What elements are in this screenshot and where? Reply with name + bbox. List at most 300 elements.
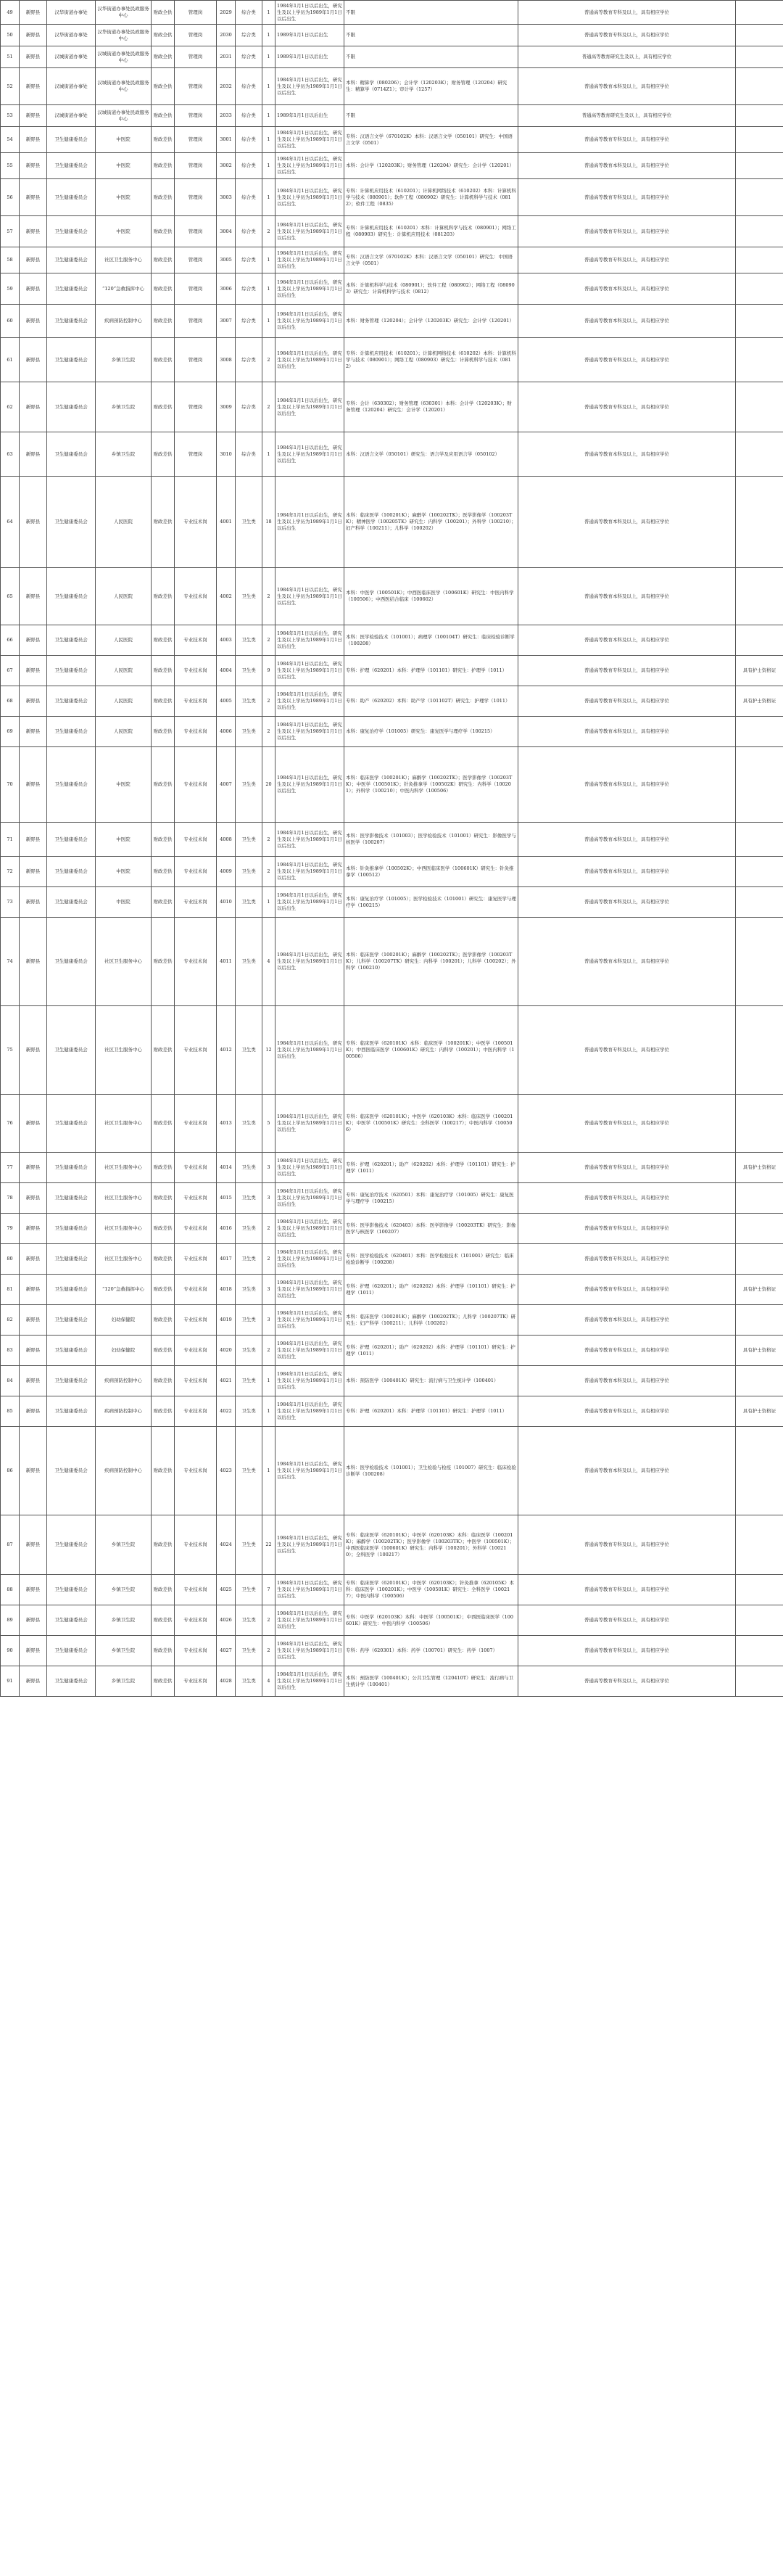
post-code-cell: 3001	[217, 127, 236, 153]
post-code-cell: 4003	[217, 625, 236, 656]
row-index-cell: 88	[1, 1575, 20, 1605]
county-cell: 新野县	[20, 1244, 47, 1275]
other-requirement-cell	[736, 747, 783, 823]
department-cell: 卫生健康委员会	[47, 1095, 96, 1153]
table-row	[1, 625, 783, 656]
department-cell: 卫生健康委员会	[47, 1336, 96, 1366]
post-code-cell: 4005	[217, 686, 236, 717]
education-requirement-cell: 普通高等教育专科及以上，具有相应学位	[518, 127, 736, 153]
exam-category-cell: 卫生类	[236, 857, 262, 887]
funding-type-cell: 财政差供	[152, 153, 175, 179]
post-code-cell: 3009	[217, 382, 236, 432]
major-requirement-cell: 本科：临床医学（100201K）；麻醉学（100202TK）；儿科学（100207TK）研究生：妇产科学（100211）；儿科学（100202）	[344, 1305, 518, 1336]
exam-category-cell: 综合类	[236, 46, 262, 68]
post-code-cell: 4016	[217, 1214, 236, 1244]
age-requirement-cell: 1984年1月1日以后出生，研究生及以上学历为1989年1月1日以后出生	[276, 1575, 344, 1605]
education-requirement-cell: 普通高等教育本科及以上，具有相应学位	[518, 823, 736, 857]
post-code-cell: 4006	[217, 717, 236, 747]
funding-type-cell: 财政差供	[152, 625, 175, 656]
funding-type-cell: 财政差供	[152, 382, 175, 432]
education-requirement-cell: 普通高等教育专科及以上，具有相应学位	[518, 1575, 736, 1605]
table-row	[1, 216, 783, 247]
age-requirement-cell: 1984年1月1日以后出生，研究生及以上学历为1989年1月1日以后出生	[276, 216, 344, 247]
headcount-cell: 1	[262, 1366, 276, 1396]
table-row	[1, 1636, 783, 1666]
headcount-cell: 3	[262, 1153, 276, 1183]
post-type-cell: 专业技术岗	[175, 857, 217, 887]
table-row	[1, 686, 783, 717]
table-row	[1, 338, 783, 382]
department-cell: 卫生健康委员会	[47, 1636, 96, 1666]
headcount-cell: 2	[262, 568, 276, 625]
unit-name-cell: 社区卫生服务中心	[96, 1183, 152, 1214]
department-cell: 卫生健康委员会	[47, 686, 96, 717]
county-cell: 新野县	[20, 179, 47, 216]
county-cell: 新野县	[20, 153, 47, 179]
county-cell: 新野县	[20, 568, 47, 625]
post-code-cell: 4027	[217, 1636, 236, 1666]
age-requirement-cell: 1984年1月1日以后出生，研究生及以上学历为1989年1月1日以后出生	[276, 305, 344, 338]
table-row	[1, 568, 783, 625]
post-code-cell: 3002	[217, 153, 236, 179]
post-code-cell: 3004	[217, 216, 236, 247]
age-requirement-cell: 1984年1月1日以后出生，研究生及以上学历为1989年1月1日以后出生	[276, 1095, 344, 1153]
exam-category-cell: 卫生类	[236, 625, 262, 656]
major-requirement-cell: 不限	[344, 1, 518, 25]
funding-type-cell: 财政差供	[152, 1214, 175, 1244]
row-index-cell: 70	[1, 747, 20, 823]
row-index-cell: 76	[1, 1095, 20, 1153]
row-index-cell: 63	[1, 432, 20, 477]
row-index-cell: 58	[1, 247, 20, 273]
department-cell: 卫生健康委员会	[47, 1575, 96, 1605]
other-requirement-cell	[736, 1666, 783, 1697]
education-requirement-cell: 普通高等教育专科及以上，具有相应学位	[518, 656, 736, 686]
department-cell: 卫生健康委员会	[47, 1396, 96, 1427]
county-cell: 新野县	[20, 857, 47, 887]
row-index-cell: 77	[1, 1153, 20, 1183]
headcount-cell: 3	[262, 1275, 276, 1305]
exam-category-cell: 卫生类	[236, 1275, 262, 1305]
department-cell: 卫生健康委员会	[47, 887, 96, 918]
funding-type-cell: 财政差供	[152, 305, 175, 338]
major-requirement-cell: 专科：计算机应用技术（610201）本科：计算机科学与技术（080901）；网络工程（080903）研究生：计算机应用技术（081203）	[344, 216, 518, 247]
funding-type-cell: 财政差供	[152, 1427, 175, 1515]
unit-name-cell: 人民医院	[96, 717, 152, 747]
exam-category-cell: 综合类	[236, 247, 262, 273]
department-cell: 卫生健康委员会	[47, 216, 96, 247]
unit-name-cell: 汉城街道办事处民政服务中心	[96, 46, 152, 68]
funding-type-cell: 财政差供	[152, 1575, 175, 1605]
department-cell: 卫生健康委员会	[47, 1244, 96, 1275]
county-cell: 新野县	[20, 216, 47, 247]
exam-category-cell: 卫生类	[236, 686, 262, 717]
headcount-cell: 1	[262, 68, 276, 105]
department-cell: 卫生健康委员会	[47, 717, 96, 747]
row-index-cell: 60	[1, 305, 20, 338]
education-requirement-cell: 普通高等教育专科及以上，具有相应学位	[518, 338, 736, 382]
unit-name-cell: 中医院	[96, 857, 152, 887]
post-type-cell: 专业技术岗	[175, 656, 217, 686]
county-cell: 新野县	[20, 1006, 47, 1095]
education-requirement-cell: 普通高等教育专科及以上，具有相应学位	[518, 1153, 736, 1183]
major-requirement-cell: 本科：康复治疗学（101005）；医学检验技术（101001）研究生：康复医学与理疗学（100215）	[344, 887, 518, 918]
education-requirement-cell: 普通高等教育本科及以上，具有相应学位	[518, 477, 736, 568]
other-requirement-cell	[736, 305, 783, 338]
major-requirement-cell: 专科：护理（620201）；助产（620202）本科：护理学（101101）研究生：护理学（1011）	[344, 1336, 518, 1366]
education-requirement-cell: 普通高等教育本科及以上，具有相应学位	[518, 432, 736, 477]
other-requirement-cell	[736, 1, 783, 25]
department-cell: 汉城街道办事处	[47, 105, 96, 127]
funding-type-cell: 财政差供	[152, 1095, 175, 1153]
education-requirement-cell: 普通高等教育专科及以上，具有相应学位	[518, 1214, 736, 1244]
age-requirement-cell: 1984年1月1日以后出生，研究生及以上学历为1989年1月1日以后出生	[276, 338, 344, 382]
other-requirement-cell	[736, 1006, 783, 1095]
department-cell: 卫生健康委员会	[47, 1515, 96, 1575]
post-code-cell: 4020	[217, 1336, 236, 1366]
table-row	[1, 1275, 783, 1305]
row-index-cell: 85	[1, 1396, 20, 1427]
table-row	[1, 127, 783, 153]
major-requirement-cell: 不限	[344, 46, 518, 68]
row-index-cell: 71	[1, 823, 20, 857]
unit-name-cell: 疾病预防控制中心	[96, 1427, 152, 1515]
department-cell: 卫生健康委员会	[47, 338, 96, 382]
exam-category-cell: 综合类	[236, 216, 262, 247]
unit-name-cell: 中医院	[96, 887, 152, 918]
other-requirement-cell: 具有护士资格证	[736, 1275, 783, 1305]
unit-name-cell: 人民医院	[96, 477, 152, 568]
table-row	[1, 382, 783, 432]
funding-type-cell: 财政差供	[152, 338, 175, 382]
county-cell: 新野县	[20, 1214, 47, 1244]
county-cell: 新野县	[20, 25, 47, 46]
exam-category-cell: 卫生类	[236, 918, 262, 1006]
post-type-cell: 专业技术岗	[175, 1006, 217, 1095]
table-row	[1, 1575, 783, 1605]
county-cell: 新野县	[20, 432, 47, 477]
major-requirement-cell: 专科：汉语言文学（670102K）本科：汉语言文学（050101）研究生：中国语言文学（0501）	[344, 127, 518, 153]
department-cell: 卫生健康委员会	[47, 568, 96, 625]
funding-type-cell: 财政差供	[152, 216, 175, 247]
headcount-cell: 7	[262, 1575, 276, 1605]
age-requirement-cell: 1984年1月1日以后出生，研究生及以上学历为1989年1月1日以后出生	[276, 1605, 344, 1636]
funding-type-cell: 财政差供	[152, 656, 175, 686]
age-requirement-cell: 1984年1月1日以后出生，研究生及以上学历为1989年1月1日以后出生	[276, 247, 344, 273]
unit-name-cell: 疾病预防控制中心	[96, 1396, 152, 1427]
post-type-cell: 专业技术岗	[175, 568, 217, 625]
headcount-cell: 12	[262, 1006, 276, 1095]
other-requirement-cell	[736, 823, 783, 857]
headcount-cell: 2	[262, 1605, 276, 1636]
department-cell: 卫生健康委员会	[47, 625, 96, 656]
exam-category-cell: 综合类	[236, 273, 262, 305]
post-code-cell: 4008	[217, 823, 236, 857]
post-type-cell: 专业技术岗	[175, 1636, 217, 1666]
post-type-cell: 专业技术岗	[175, 918, 217, 1006]
funding-type-cell: 财政差供	[152, 1336, 175, 1366]
age-requirement-cell: 1984年1月1日以后出生，研究生及以上学历为1989年1月1日以后出生	[276, 477, 344, 568]
other-requirement-cell	[736, 887, 783, 918]
county-cell: 新野县	[20, 305, 47, 338]
major-requirement-cell: 专科：临床医学（620101K）；中医学（620103K）本科：临床医学（100201K）；中医学（100501K）研究生：全科医学（100217）；中医内科学（100506）	[344, 1095, 518, 1153]
age-requirement-cell: 1984年1月1日以后出生，研究生及以上学历为1989年1月1日以后出生	[276, 1427, 344, 1515]
funding-type-cell: 财政差供	[152, 857, 175, 887]
post-code-cell: 3010	[217, 432, 236, 477]
headcount-cell: 1	[262, 46, 276, 68]
table-row	[1, 823, 783, 857]
row-index-cell: 66	[1, 625, 20, 656]
post-code-cell: 4002	[217, 568, 236, 625]
unit-name-cell: 疾病预防控制中心	[96, 1366, 152, 1396]
headcount-cell: 2	[262, 338, 276, 382]
county-cell: 新野县	[20, 1605, 47, 1636]
education-requirement-cell: 普通高等教育专科及以上，具有相应学位	[518, 1396, 736, 1427]
other-requirement-cell	[736, 1515, 783, 1575]
unit-name-cell: 社区卫生服务中心	[96, 1153, 152, 1183]
post-type-cell: 管理岗	[175, 216, 217, 247]
exam-category-cell: 卫生类	[236, 1244, 262, 1275]
row-index-cell: 87	[1, 1515, 20, 1575]
funding-type-cell: 财政差供	[152, 1605, 175, 1636]
age-requirement-cell: 1984年1月1日以后出生，研究生及以上学历为1989年1月1日以后出生	[276, 68, 344, 105]
county-cell: 新野县	[20, 686, 47, 717]
major-requirement-cell: 本科：计算机科学与技术（080901）；软件工程（080902）；网络工程（080903）研究生：计算机科学与技术（0812）	[344, 273, 518, 305]
row-index-cell: 79	[1, 1214, 20, 1244]
row-index-cell: 49	[1, 1, 20, 25]
other-requirement-cell	[736, 1366, 783, 1396]
education-requirement-cell: 普通高等教育专科及以上，具有相应学位	[518, 1275, 736, 1305]
headcount-cell: 18	[262, 477, 276, 568]
age-requirement-cell: 1984年1月1日以后出生，研究生及以上学历为1989年1月1日以后出生	[276, 432, 344, 477]
table-row	[1, 747, 783, 823]
post-code-cell: 4024	[217, 1515, 236, 1575]
unit-name-cell: 乡镇卫生院	[96, 1575, 152, 1605]
funding-type-cell: 财政差供	[152, 127, 175, 153]
row-index-cell: 82	[1, 1305, 20, 1336]
county-cell: 新野县	[20, 105, 47, 127]
table-row	[1, 153, 783, 179]
education-requirement-cell: 普通高等教育专科及以上，具有相应学位	[518, 1605, 736, 1636]
department-cell: 卫生健康委员会	[47, 857, 96, 887]
row-index-cell: 90	[1, 1636, 20, 1666]
table-row	[1, 1427, 783, 1515]
county-cell: 新野县	[20, 382, 47, 432]
county-cell: 新野县	[20, 887, 47, 918]
department-cell: 卫生健康委员会	[47, 823, 96, 857]
post-code-cell: 2029	[217, 1, 236, 25]
department-cell: 卫生健康委员会	[47, 1427, 96, 1515]
unit-name-cell: 社区卫生服务中心	[96, 1244, 152, 1275]
row-index-cell: 61	[1, 338, 20, 382]
education-requirement-cell: 普通高等教育本科及以上，具有相应学位	[518, 305, 736, 338]
unit-name-cell: 社区卫生服务中心	[96, 1006, 152, 1095]
education-requirement-cell: 普通高等教育专科及以上，具有相应学位	[518, 1666, 736, 1697]
exam-category-cell: 卫生类	[236, 1305, 262, 1336]
funding-type-cell: 财政差供	[152, 432, 175, 477]
post-type-cell: 专业技术岗	[175, 823, 217, 857]
funding-type-cell: 财政全供	[152, 1, 175, 25]
exam-category-cell: 综合类	[236, 305, 262, 338]
table-row	[1, 717, 783, 747]
department-cell: 卫生健康委员会	[47, 477, 96, 568]
age-requirement-cell: 1984年1月1日以后出生，研究生及以上学历为1989年1月1日以后出生	[276, 1275, 344, 1305]
post-type-cell: 专业技术岗	[175, 1427, 217, 1515]
post-code-cell: 2031	[217, 46, 236, 68]
unit-name-cell: 社区卫生服务中心	[96, 918, 152, 1006]
education-requirement-cell: 普通高等教育本科及以上，具有相应学位	[518, 68, 736, 105]
exam-category-cell: 卫生类	[236, 1006, 262, 1095]
major-requirement-cell: 专科：医学影像技术（620403）本科：医学影像学（100203TK）研究生：影像医学与核医学（100207）	[344, 1214, 518, 1244]
county-cell: 新野县	[20, 823, 47, 857]
age-requirement-cell: 1984年1月1日以后出生，研究生及以上学历为1989年1月1日以后出生	[276, 1183, 344, 1214]
age-requirement-cell: 1984年1月1日以后出生，研究生及以上学历为1989年1月1日以后出生	[276, 1244, 344, 1275]
unit-name-cell: 汉城街道办事处民政服务中心	[96, 68, 152, 105]
headcount-cell: 20	[262, 747, 276, 823]
unit-name-cell: 乡镇卫生院	[96, 382, 152, 432]
unit-name-cell: 社区卫生服务中心	[96, 247, 152, 273]
major-requirement-cell: 专科：中医学（620103K）本科：中医学（100501K）；中西医临床医学（100601K）研究生：中医内科学（100506）	[344, 1605, 518, 1636]
other-requirement-cell	[736, 918, 783, 1006]
age-requirement-cell: 1984年1月1日以后出生，研究生及以上学历为1989年1月1日以后出生	[276, 179, 344, 216]
headcount-cell: 1	[262, 1427, 276, 1515]
row-index-cell: 89	[1, 1605, 20, 1636]
funding-type-cell: 财政差供	[152, 887, 175, 918]
county-cell: 新野县	[20, 338, 47, 382]
county-cell: 新野县	[20, 747, 47, 823]
exam-category-cell: 综合类	[236, 68, 262, 105]
post-type-cell: 管理岗	[175, 127, 217, 153]
exam-category-cell: 综合类	[236, 179, 262, 216]
major-requirement-cell: 本科：会计学（120203K）；财务管理（120204）研究生：会计学（120201）	[344, 153, 518, 179]
table-row	[1, 1666, 783, 1697]
unit-name-cell: 汉华街道办事处民政服务中心	[96, 25, 152, 46]
other-requirement-cell	[736, 179, 783, 216]
funding-type-cell: 财政差供	[152, 477, 175, 568]
headcount-cell: 3	[262, 1183, 276, 1214]
table-row	[1, 656, 783, 686]
other-requirement-cell	[736, 477, 783, 568]
education-requirement-cell: 普通高等教育专科及以上，具有相应学位	[518, 179, 736, 216]
unit-name-cell: 乡镇卫生院	[96, 1636, 152, 1666]
department-cell: 卫生健康委员会	[47, 273, 96, 305]
major-requirement-cell: 专科：药学（620301）本科：药学（100701）研究生：药学（1007）	[344, 1636, 518, 1666]
row-index-cell: 57	[1, 216, 20, 247]
post-code-cell: 4019	[217, 1305, 236, 1336]
age-requirement-cell: 1984年1月1日以后出生，研究生及以上学历为1989年1月1日以后出生	[276, 686, 344, 717]
other-requirement-cell	[736, 625, 783, 656]
post-type-cell: 专业技术岗	[175, 1183, 217, 1214]
exam-category-cell: 卫生类	[236, 1214, 262, 1244]
table-row	[1, 1515, 783, 1575]
post-code-cell: 3005	[217, 247, 236, 273]
post-type-cell: 专业技术岗	[175, 1214, 217, 1244]
department-cell: 卫生健康委员会	[47, 1153, 96, 1183]
other-requirement-cell	[736, 568, 783, 625]
major-requirement-cell: 专科：临床医学（620101K）；中医学（620103K）本科：临床医学（100201K）；麻醉学（100202TK）；医学影像学（100203TK）；中医学（100501K）；中西医临床医学（100601K）研究生：内科学（100201）；外科学（100210）；全科医学（100217）	[344, 1515, 518, 1575]
department-cell: 卫生健康委员会	[47, 1214, 96, 1244]
exam-category-cell: 卫生类	[236, 717, 262, 747]
table-row	[1, 25, 783, 46]
post-code-cell: 4001	[217, 477, 236, 568]
post-code-cell: 4004	[217, 656, 236, 686]
major-requirement-cell: 专科：医学检验技术（620401）本科：医学检验技术（101001）研究生：临床检验诊断学（100208）	[344, 1244, 518, 1275]
other-requirement-cell	[736, 1214, 783, 1244]
county-cell: 新野县	[20, 717, 47, 747]
unit-name-cell: 乡镇卫生院	[96, 432, 152, 477]
unit-name-cell: “120”急救指挥中心	[96, 1275, 152, 1305]
county-cell: 新野县	[20, 1275, 47, 1305]
age-requirement-cell: 1984年1月1日以后出生，研究生及以上学历为1989年1月1日以后出生	[276, 717, 344, 747]
age-requirement-cell: 1984年1月1日以后出生，研究生及以上学历为1989年1月1日以后出生	[276, 127, 344, 153]
age-requirement-cell: 1984年1月1日以后出生，研究生及以上学历为1989年1月1日以后出生	[276, 887, 344, 918]
funding-type-cell: 财政差供	[152, 717, 175, 747]
table-row	[1, 46, 783, 68]
other-requirement-cell	[736, 432, 783, 477]
other-requirement-cell	[736, 1427, 783, 1515]
table-row	[1, 857, 783, 887]
post-code-cell: 4026	[217, 1605, 236, 1636]
headcount-cell: 4	[262, 1666, 276, 1697]
exam-category-cell: 卫生类	[236, 1336, 262, 1366]
major-requirement-cell: 本科：预防医学（100401K）研究生：流行病与卫生统计学（100401）	[344, 1366, 518, 1396]
post-code-cell: 4012	[217, 1006, 236, 1095]
post-code-cell: 4015	[217, 1183, 236, 1214]
funding-type-cell: 财政全供	[152, 25, 175, 46]
post-code-cell: 4009	[217, 857, 236, 887]
row-index-cell: 52	[1, 68, 20, 105]
department-cell: 卫生健康委员会	[47, 127, 96, 153]
post-type-cell: 专业技术岗	[175, 1666, 217, 1697]
other-requirement-cell: 具有护士资格证	[736, 1336, 783, 1366]
age-requirement-cell: 1984年1月1日以后出生，研究生及以上学历为1989年1月1日以后出生	[276, 625, 344, 656]
headcount-cell: 3	[262, 1305, 276, 1336]
other-requirement-cell	[736, 1636, 783, 1666]
major-requirement-cell: 本科：针灸推拿学（100502K）；中西医临床医学（100601K）研究生：针灸推拿学（100512）	[344, 857, 518, 887]
exam-category-cell: 卫生类	[236, 1515, 262, 1575]
education-requirement-cell: 普通高等教育专科及以上，具有相应学位	[518, 25, 736, 46]
headcount-cell: 22	[262, 1515, 276, 1575]
education-requirement-cell: 普通高等教育专科及以上，具有相应学位	[518, 1636, 736, 1666]
unit-name-cell: 中医院	[96, 747, 152, 823]
post-type-cell: 专业技术岗	[175, 1336, 217, 1366]
major-requirement-cell: 本科：临床医学（100201K）；麻醉学（100202TK）；医学影像学（100203TK）；精神医学（100205TK）研究生：内科学（100201）；外科学（100210）；妇产科学（100211）；儿科学（100202）	[344, 477, 518, 568]
post-type-cell: 专业技术岗	[175, 1515, 217, 1575]
county-cell: 新野县	[20, 247, 47, 273]
major-requirement-cell: 专科：临床医学（620101K）；中医学（620103K）；针灸推拿（620105K）本科：临床医学（100201K）；中医学（100501K）研究生：全科医学（100217）；中医内科学（100506）	[344, 1575, 518, 1605]
post-type-cell: 管理岗	[175, 153, 217, 179]
education-requirement-cell: 普通高等教育本科及以上，具有相应学位	[518, 857, 736, 887]
headcount-cell: 1	[262, 305, 276, 338]
post-type-cell: 专业技术岗	[175, 625, 217, 656]
table-row	[1, 1305, 783, 1336]
major-requirement-cell: 本科：康复治疗学（101005）研究生：康复医学与理疗学（100215）	[344, 717, 518, 747]
other-requirement-cell	[736, 717, 783, 747]
education-requirement-cell: 普通高等教育专科及以上，具有相应学位	[518, 686, 736, 717]
major-requirement-cell: 专科：护理（620201）；助产（620202）本科：护理学（101101）研究生：护理学（1011）	[344, 1275, 518, 1305]
education-requirement-cell: 普通高等教育本科及以上，具有相应学位	[518, 747, 736, 823]
education-requirement-cell: 普通高等教育专科及以上，具有相应学位	[518, 1336, 736, 1366]
unit-name-cell: 社区卫生服务中心	[96, 1214, 152, 1244]
headcount-cell: 1	[262, 247, 276, 273]
education-requirement-cell: 普通高等教育专科及以上，具有相应学位	[518, 1515, 736, 1575]
department-cell: 卫生健康委员会	[47, 432, 96, 477]
major-requirement-cell: 不限	[344, 25, 518, 46]
row-index-cell: 74	[1, 918, 20, 1006]
department-cell: 卫生健康委员会	[47, 1006, 96, 1095]
education-requirement-cell: 普通高等教育专科及以上，具有相应学位	[518, 216, 736, 247]
unit-name-cell: 中医院	[96, 216, 152, 247]
